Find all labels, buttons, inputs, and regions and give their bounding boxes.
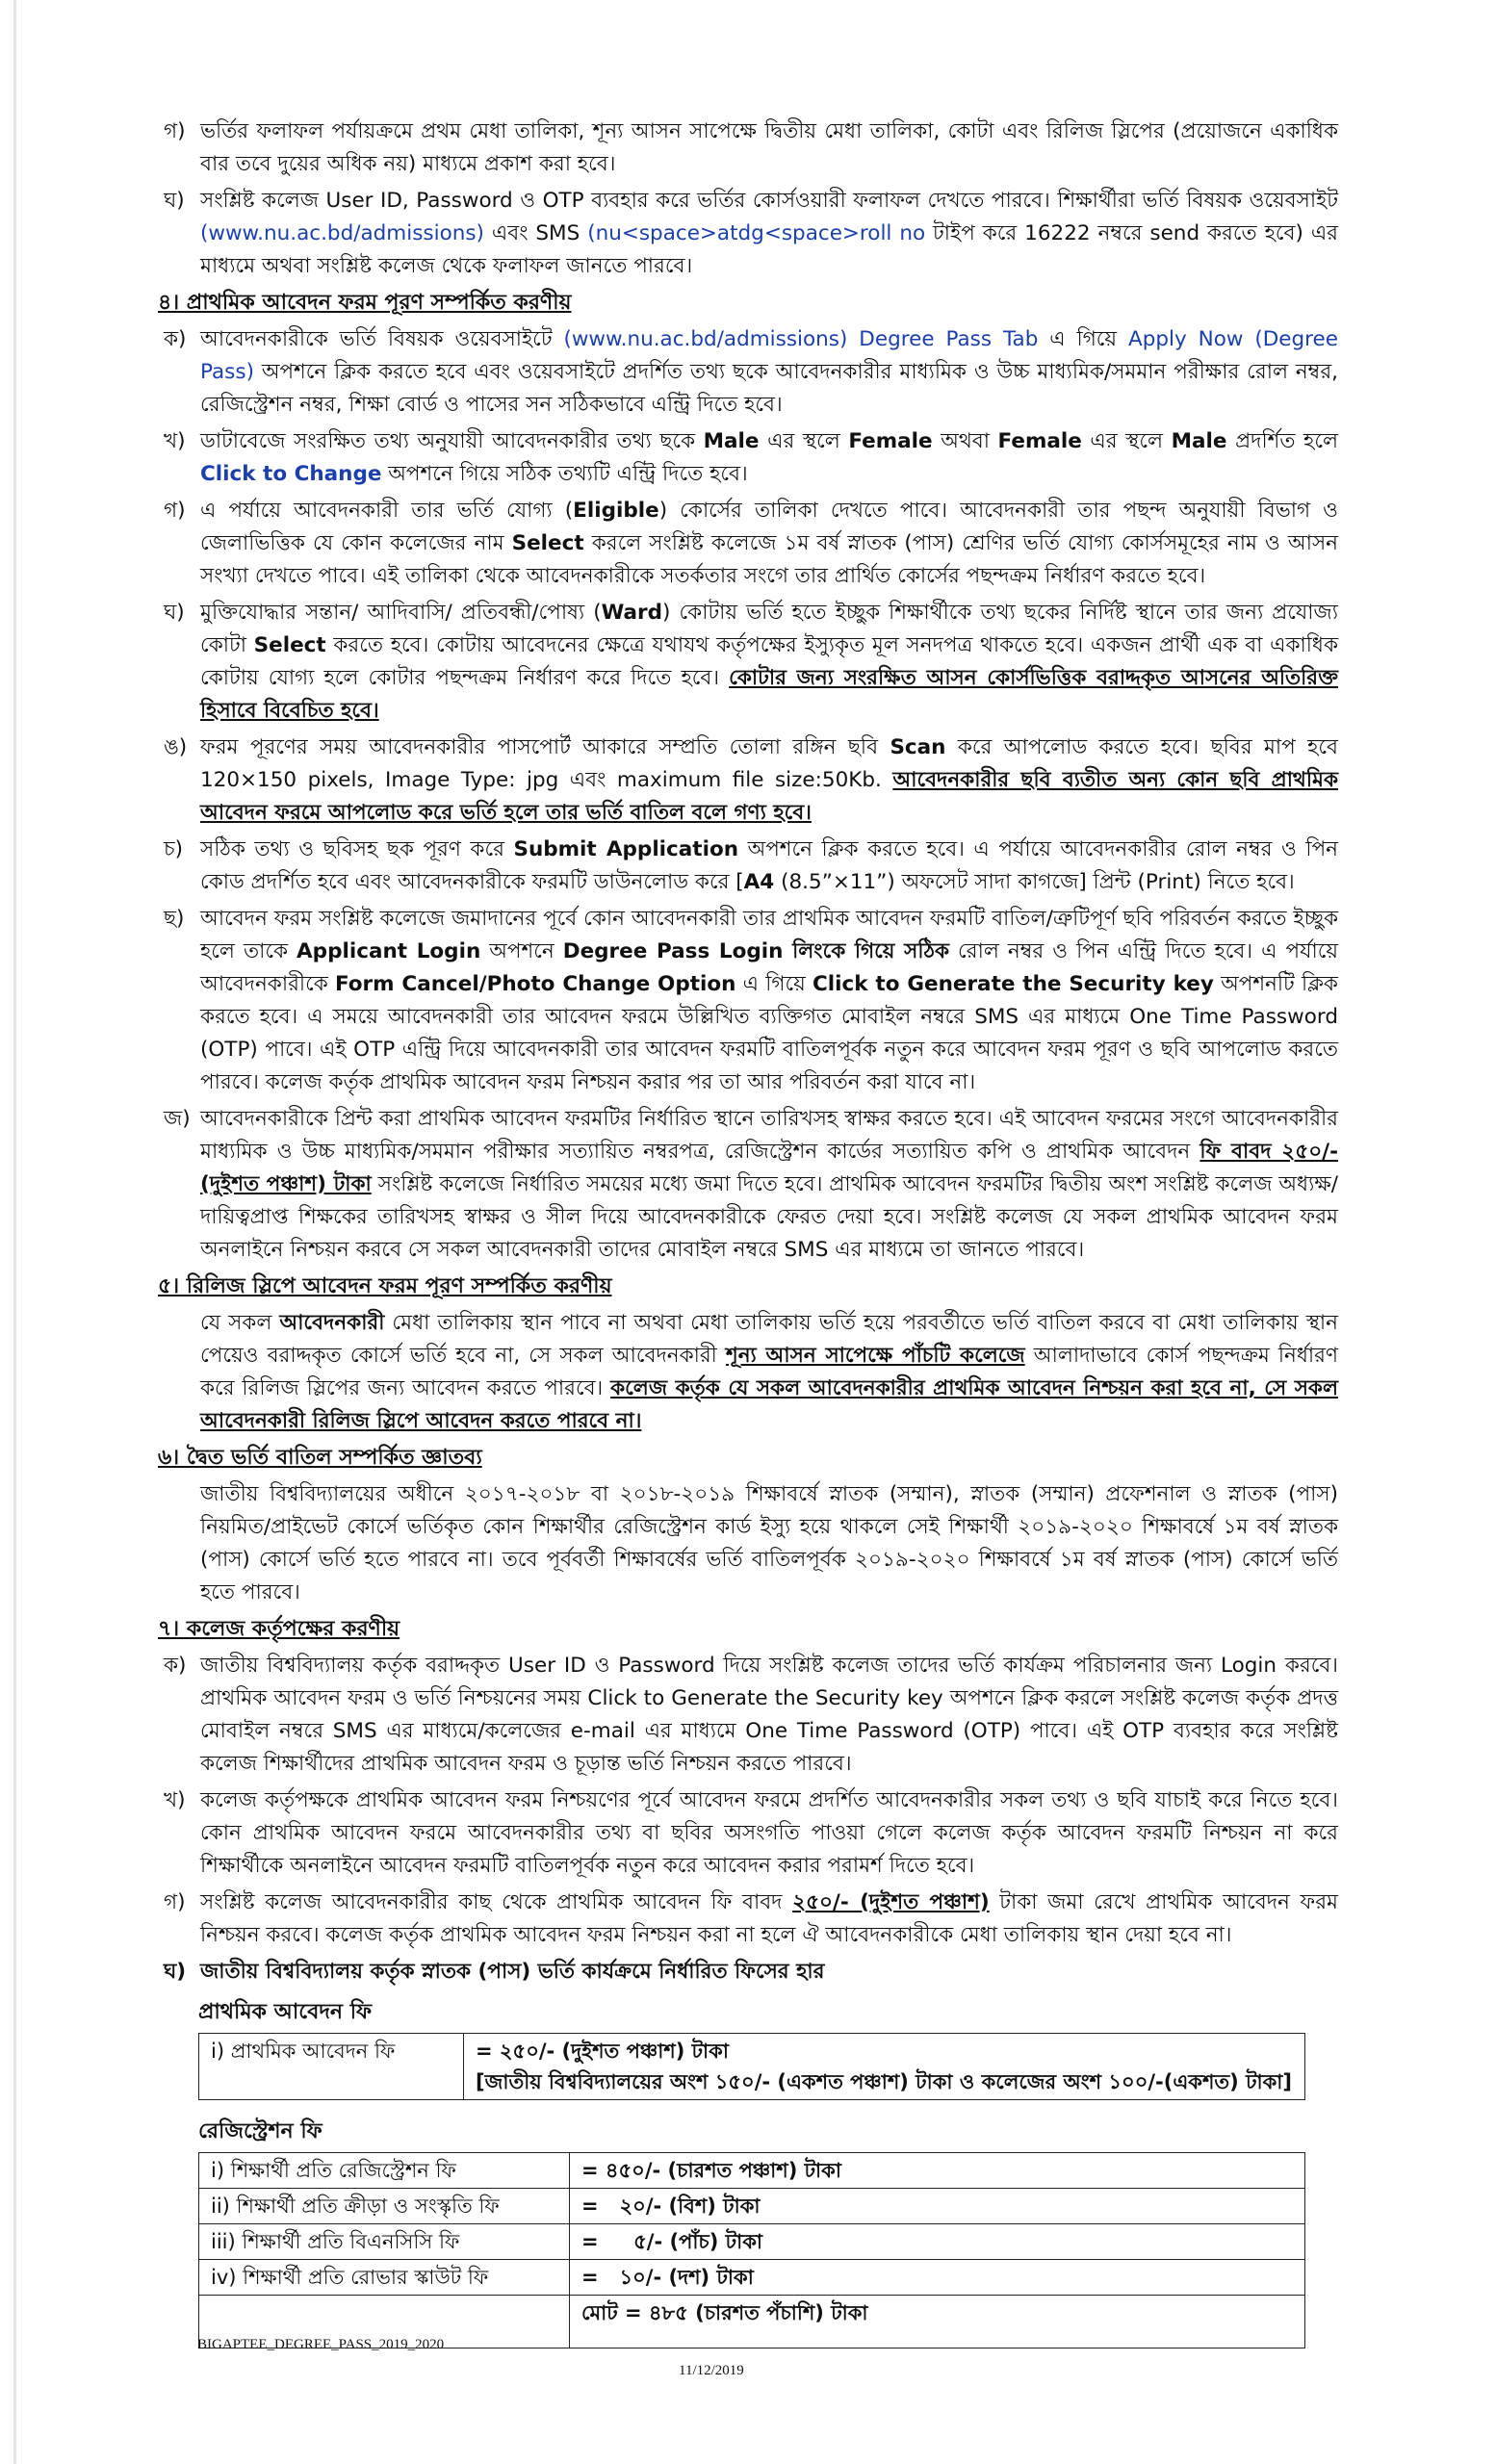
table-row: iv) শিক্ষার্থী প্রতি রোভার স্কাউট ফি = ১০/- (দশ) টাকা — [199, 2260, 1305, 2296]
s4-item-chha: ছ) আবেদন ফরম সংশ্লিষ্ট কলেজে জমাদানের পূর্বে কোন আবেদনকারী তার প্রাথমিক আবেদন ফরমটি বাতিল/ত্রুটিপূর্ণ ছবি পরিবর্তন করতে ইচ্ছুক হলে তাকে Applicant Login অপশনে Degree Pass Login লিংকে গিয়ে সঠিক রোল নম্বর ও পিন এন্ট্রি দিতে হবে। এ পর্যায়ে আবেদনকারীকে Form Cancel/Photo Change Option এ গিয়ে Click to Generate the Security key অপশনটি ক্লিক করতে হবে। এ সময়ে আবেদনকারী তার আবেদন ফরমে উল্লিখিত ব্যক্তিগত মোবাইল নম্বরে SMS এর মাধ্যমে One Time Password (OTP) পাবে। এই OTP এন্ট্রি দিয়ে আবেদনকারী তার আবেদন ফরমটি বাতিলপূর্বক নতুন করে আবেদন ফরম পূরণ ও ছবি আপলোড করতে পারবে। কলেজ কর্তৃক প্রাথমিক আবেদন ফরম নিশ্চয়ন করার পর তা আর পরিবর্তন করা যাবে না। — [164, 907, 1338, 1094]
s7-item-kha: খ) কলেজ কর্তৃপক্ষকে প্রাথমিক আবেদন ফরম নিশ্চয়ণের পূর্বে আবেদন ফরমে প্রদর্শিত আবেদনকারীর সকল তথ্য ও ছবি যাচাই করে নিতে হবে। কোন প্রাথমিক আবেদন ফরমে আবেদনকারীর তথ্য বা ছবির অসংগতি পাওয়া গেলে কলেজ কর্তৃক আবেদন ফরমটি নিশ্চয়ন না করে শিক্ষার্থীকে অনলাইনে আবেদন ফরমটি বাতিলপূর্বক নতুন করে আবেদন করার পরামর্শ দিতে হবে। — [164, 1788, 1338, 1878]
s4-item-ja: জ) আবেদনকারীকে প্রিন্ট করা প্রাথমিক আবেদন ফরমটির নির্ধারিত স্থানে তারিখসহ স্বাক্ষর করতে হবে। এই আবেদন ফরমের সংগে আবেদনকারীর মাধ্যমিক ও উচ্চ মাধ্যমিক/সমমান পরীক্ষার সত্যায়িত নম্বরপত্র, রেজিস্ট্রেশন কার্ডের সত্যায়িত কপি ও প্রাথমিক আবেদন ফি বাবদ ২৫০/- (দুইশত পঞ্চাশ) টাকা সংশ্লিষ্ট কলেজে নির্ধারিত সময়ের মধ্যে জমা দিতে হবে। প্রাথমিক আবেদন ফরমটির দ্বিতীয় অংশ সংশ্লিষ্ট কলেজ অধ্যক্ষ/দায়িত্বপ্রাপ্ত শিক্ষকের তারিখসহ স্বাক্ষর ও সীল দিয়ে আবেদনকারীকে ফেরত দেয়া হবে। সংশ্লিষ্ট কলেজ যে সকল প্রাথমিক আবেদন ফরম অনলাইনে নিশ্চয়ন করবে সে সকল আবেদনকারী তাদের মোবাইল নম্বরে SMS এর মাধ্যমে তা জানতে পারবে। — [164, 1107, 1338, 1262]
click-to-change-link[interactable]: Click to Change — [200, 462, 382, 486]
section-7-heading: ৭। কলেজ কর্তৃপক্ষের করণীয় — [158, 1617, 400, 1641]
section-4-heading: ৪। প্রাথমিক আবেদন ফরম পূরণ সম্পর্কিত করণীয় — [158, 291, 572, 315]
admissions-link[interactable]: (www.nu.ac.bd/admissions) — [200, 221, 484, 245]
s4-item-gha: ঘ) মুক্তিযোদ্ধার সন্তান/ আদিবাসি/ প্রতিবন্ধী/পোষ্য (Ward) কোটায় ভর্তি হতে ইচ্ছুক শিক্ষার্থীকে তথ্য ছকের নির্দিষ্ট স্থানে তার জন্য প্রযোজ্য কোটা Select করতে হবে। কোটায় আবেদনের ক্ষেত্রে যথাযথ কর্তৃপক্ষের ইস্যুকৃত মূল সনদপত্র থাকতে হবে। একজন প্রার্থী এক বা একাধিক কোটায় যোগ্য হলে কোটার পছন্দক্রম নির্ধারণ করে দিতে হবে। কোটার জন্য সংরক্ষিত আসন কোর্সভিত্তিক বরাদ্দকৃত আসনের অতিরিক্ত হিসাবে বিবেচিত হবে। — [164, 601, 1338, 723]
table-row: iii) শিক্ষার্থী প্রতি বিএনসিসি ফি = ৫/- (পাঁচ) টাকা — [199, 2224, 1305, 2260]
section-6-heading: ৬। দ্বৈত ভর্তি বাতিল সম্পর্কিত জ্ঞাতব্য — [158, 1446, 482, 1470]
document-body — [158, 116, 1339, 2348]
registration-fee-table — [198, 2152, 1305, 2348]
document-code: BIGAPTEE_DEGREE_PASS_2019_2020 — [197, 2337, 445, 2352]
section-6-text: জাতীয় বিশ্ববিদ্যালয়ের অধীনে ২০১৭-২০১৮ বা ২০১৮-২০১৯ শিক্ষাবর্ষে স্নাতক (সম্মান), স্নাতক (সম্মান) প্রফেশনাল ও স্নাতক (পাস) নিয়মিত/প্রাইভেট কোর্সে ভর্তিকৃত কোন শিক্ষার্থীর রেজিস্ট্রেশন কার্ড ইস্যু হয়ে থাকলে সেই শিক্ষার্থী ২০১৯-২০২০ শিক্ষাবর্ষে ১ম বর্ষ স্নাতক (পাস) কোর্সে ভর্তি হতে পারবে না। তবে পূর্ববর্তী শিক্ষাবর্ষের ভর্তি বাতিলপূর্বক ২০১৯-২০২০ শিক্ষাবর্ষে ১ম বর্ষ স্নাতক (পাস) কোর্সে ভর্তি হতে পারবে। — [200, 1482, 1338, 1604]
registration-fee-heading: রেজিস্ট্রেশন ফি — [198, 2119, 322, 2143]
s4-item-cha: চ) সঠিক তথ্য ও ছবিসহ ছক পূরণ করে Submit Application অপশনে ক্লিক করতে হবে। এ পর্যায়ে আবেদনকারীর রোল নম্বর ও পিন কোড প্রদর্শিত হবে এবং আবেদনকারীকে ফরমটি ডাউনলোড করে [A4 (8.5”×11”) অফসেট সাদা কাগজে] প্রিন্ট (Print) নিতে হবে। — [164, 837, 1339, 894]
application-fee-heading: প্রাথমিক আবেদন ফি — [198, 2000, 373, 2024]
document-date: 11/12/2019 — [679, 2363, 744, 2378]
table-row: ii) শিক্ষার্থী প্রতি ক্রীড়া ও সংস্কৃতি ফি = ২০/- (বিশ) টাকা — [199, 2189, 1305, 2224]
s4-item-kha: খ) ডাটাবেজে সংরক্ষিত তথ্য অনুযায়ী আবেদনকারীর তথ্য ছকে Male এর স্থলে Female অথবা Female এর স্থলে Male প্রদর্শিত হলে Click to Change অপশনে গিয়ে সঠিক তথ্যটি এন্ট্রি দিতে হবে। — [164, 429, 1338, 486]
s4-item-ka: ক) আবেদনকারীকে ভর্তি বিষয়ক ওয়েবসাইটে (www.nu.ac.bd/admissions) Degree Pass Tab এ গিয়ে Apply Now (Degree Pass) অপশনে ক্লিক করতে হবে এবং ওয়েবসাইটে প্রদর্শিত তথ্য ছকে আবেদনকারীর মাধ্যমিক ও উচ্চ মাধ্যমিক/সমমান পরীক্ষার রোল নম্বর, রেজিস্ট্রেশন নম্বর, শিক্ষা বোর্ড ও পাসের সন সঠিকভাবে এন্ট্রি দিতে হবে। — [164, 327, 1338, 417]
s7-item-gha: ঘ) জাতীয় বিশ্ববিদ্যালয় কর্তৃক স্নাতক (পাস) ভর্তি কার্যক্রমে নির্ধারিত ফিসের হার — [164, 1960, 825, 1984]
fee-total: মোট = ৪৮৫ (চারশত পঁচাশি) টাকা — [570, 2296, 1305, 2348]
section-5-heading: ৫। রিলিজ স্লিপে আবেদন ফরম পূরণ সম্পর্কিত করণীয় — [158, 1274, 612, 1298]
s7-item-ga: গ) সংশ্লিষ্ট কলেজ আবেদনকারীর কাছ থেকে প্রাথমিক আবেদন ফি বাবদ ২৫০/- (দুইশত পঞ্চাশ) টাকা জমা রেখে প্রাথমিক আবেদন ফরম নিশ্চয়ন করবে। কলেজ কর্তৃক প্রাথমিক আবেদন ফরম নিশ্চয়ন করা না হলে ঐ আবেদনকারীকে মেধা তালিকায় স্থান দেয়া হবে না। — [164, 1890, 1338, 1947]
fee-amount: = ২৫০/- (দুইশত পঞ্চাশ) টাকা [জাতীয় বিশ্ববিদ্যালয়ের অংশ ১৫০/- (একশত পঞ্চাশ) টাকা ও কলেজের অংশ ১০০/-(একশত) টাকা] — [464, 2034, 1305, 2100]
sms-format: (nu<space>atdg<space>roll no — [587, 221, 926, 245]
item-top-ga: গ) ভর্তির ফলাফল পর্যায়ক্রমে প্রথম মেধা তালিকা, শূন্য আসন সাপেক্ষে দ্বিতীয় মেধা তালিকা, কোটা এবং রিলিজ স্লিপের (প্রয়োজনে একাধিক বার তবে দুয়ের অধিক নয়) মাধ্যমে প্রকাশ করা হবে। — [164, 119, 1338, 176]
degree-pass-tab-link[interactable]: (www.nu.ac.bd/admissions) Degree Pass Tab — [563, 327, 1039, 351]
section-5-text: যে সকল আবেদনকারী মেধা তালিকায় স্থান পাবে না অথবা মেধা তালিকায় ভর্তি হয়ে পরবর্তীতে ভর্তি বাতিল করবে বা মেধা তালিকায় স্থান পেয়েও বরাদ্দকৃত কোর্সে ভর্তি হবে না, সে সকল আবেদনকারী শূন্য আসন সাপেক্ষে পাঁচটি কলেজে আলাদাভাবে কোর্স পছন্দক্রম নির্ধারণ করে রিলিজ স্লিপের জন্য আবেদন করতে পারবে। কলেজ কর্তৃক যে সকল আবেদনকারীর প্রাথমিক আবেদন নিশ্চয়ন করা হবে না, সে সকল আবেদনকারী রিলিজ স্লিপে আবেদন করতে পারবে না। — [200, 1311, 1338, 1433]
table-row — [199, 2034, 1305, 2100]
s4-item-umo: ঙ) ফরম পূরণের সময় আবেদনকারীর পাসপোর্ট আকারে সম্প্রতি তোলা রঙ্গিন ছবি Scan করে আপলোড করতে হবে। ছবির মাপ হবে 120×150 pixels, Image Type: jpg এবং maximum file size:50Kb. আবেদনকারীর ছবি ব্যতীত অন্য কোন ছবি প্রাথমিক আবেদন ফরমে আপলোড করে ভর্তি হলে তার ভর্তি বাতিল বলে গণ্য হবে। — [164, 735, 1339, 825]
apply-now-link[interactable]: Apply Now (Degree Pass) — [200, 327, 1338, 384]
item-top-gha: ঘ) সংশ্লিষ্ট কলেজ User ID, Password ও OTP ব্যবহার করে ভর্তির কোর্সওয়ারী ফলাফল দেখতে পারবে। শিক্ষার্থীরা ভর্তি বিষয়ক ওয়েবসাইট (www.nu.ac.bd/admissions) এবং SMS (nu<space>atdg<space>roll no টাইপ করে 16222 নম্বরে send করতে হবে) এর মাধ্যমে অথবা সংশ্লিষ্ট কলেজ থেকে ফলাফল জানতে পারবে। — [164, 189, 1338, 278]
scan-edge — [13, 0, 16, 2464]
fee-label: i) প্রাথমিক আবেদন ফি — [199, 2034, 464, 2100]
table-row: i) শিক্ষার্থী প্রতি রেজিস্ট্রেশন ফি = ৪৫০/- (চারশত পঞ্চাশ) টাকা — [199, 2153, 1305, 2189]
application-fee-table — [198, 2033, 1305, 2100]
s7-item-ka: ক) জাতীয় বিশ্ববিদ্যালয় কর্তৃক বরাদ্দকৃত User ID ও Password দিয়ে সংশ্লিষ্ট কলেজ তাদের ভর্তি কার্যক্রম পরিচালনার জন্য Login করবে। প্রাথমিক আবেদন ফরম ও ভর্তি নিশ্চয়নের সময় Click to Generate the Security key অপশনে ক্লিক করলে সংশ্লিষ্ট কলেজ কর্তৃক প্রদত্ত মোবাইল নম্বরে SMS এর মাধ্যমে/কলেজের e-mail এর মাধ্যমে One Time Password (OTP) পাবে। এই OTP ব্যবহার করে সংশ্লিষ্ট কলেজ শিক্ষার্থীদের প্রাথমিক আবেদন ফরম ও চূড়ান্ত ভর্তি নিশ্চয়ন করতে পারবে। — [164, 1654, 1338, 1776]
s4-item-ga: গ) এ পর্যায়ে আবেদনকারী তার ভর্তি যোগ্য (Eligible) কোর্সের তালিকা দেখতে পাবে। আবেদনকারী তার পছন্দ অনুযায়ী বিভাগ ও জেলাভিত্তিক যে কোন কলেজের নাম Select করলে সংশ্লিষ্ট কলেজে ১ম বর্ষ স্নাতক (পাস) শ্রেণির ভর্তি যোগ্য কোর্সসমূহের নাম ও আসন সংখ্যা দেখতে পাবে। এই তালিকা থেকে আবেদনকারীকে সতর্কতার সংগে তার প্রার্থিত কোর্সের পছন্দক্রম নির্ধারণ করতে হবে। — [164, 499, 1338, 588]
